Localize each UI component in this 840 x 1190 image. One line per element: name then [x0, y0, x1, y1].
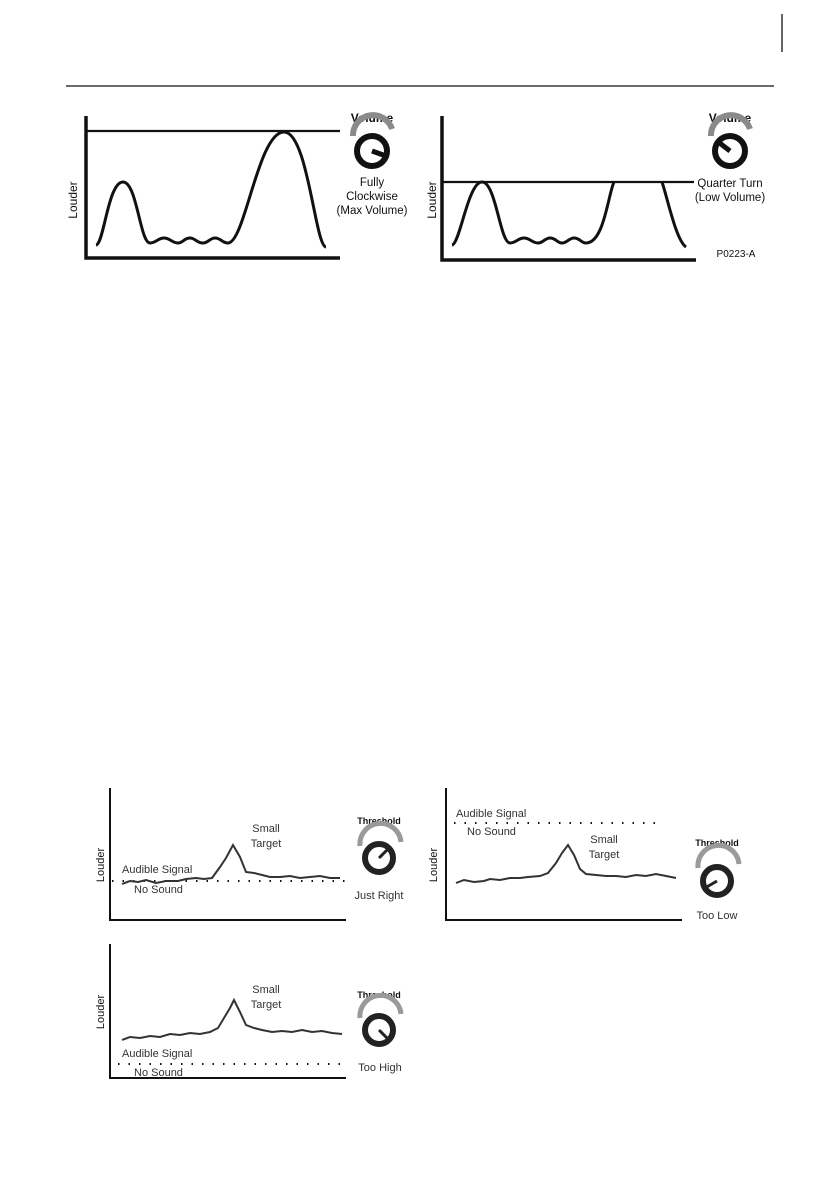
signal-trace	[122, 1000, 342, 1040]
knob-title: Volume	[350, 111, 394, 125]
y-axis-label: Louder	[425, 181, 439, 219]
y-axis-label: Louder	[66, 181, 80, 219]
small-target-label-line1: Small	[252, 823, 280, 835]
no-sound-label: No Sound	[134, 884, 183, 896]
knob-caption: Too Low	[696, 910, 738, 922]
volume-chart-low	[425, 116, 696, 260]
figure-code: P0223-A	[716, 249, 756, 260]
y-axis-label: Louder	[428, 847, 440, 883]
threshold-knob-just-right	[355, 816, 404, 902]
knob-caption: Just Right	[354, 890, 404, 902]
threshold-chart-too-low	[428, 788, 682, 920]
knob-title: Threshold	[357, 816, 401, 826]
no-sound-label: No Sound	[467, 826, 516, 838]
volume-knob-low	[695, 111, 765, 260]
knob-caption-line2: Clockwise	[346, 191, 398, 203]
small-target-label-line2: Target	[588, 849, 620, 861]
small-target-label-line1: Small	[252, 984, 280, 996]
signal-curve-clipped-left	[452, 182, 614, 245]
signal-curve-clipped-right	[662, 182, 686, 247]
audible-signal-label: Audible Signal	[122, 864, 193, 876]
knob-caption-line1: Fully	[359, 177, 385, 189]
audible-signal-label: Audible Signal	[456, 808, 527, 820]
audible-signal-label: Audible Signal	[122, 1048, 193, 1060]
knob-caption-line2: (Low Volume)	[694, 192, 766, 204]
knob-title: Threshold	[357, 990, 401, 1000]
threshold-chart-just-right	[95, 788, 346, 920]
threshold-chart-too-high	[95, 944, 346, 1079]
small-target-label-line2: Target	[250, 999, 282, 1011]
threshold-knob-too-high	[357, 990, 401, 1074]
chart-axes	[86, 116, 340, 258]
signal-curve	[96, 132, 326, 247]
threshold-knob-too-low	[695, 838, 739, 922]
knob-caption: Too High	[358, 1062, 402, 1074]
knob-title: Volume	[708, 111, 752, 125]
volume-knob-max	[337, 111, 408, 217]
small-target-label-line2: Target	[250, 838, 282, 850]
y-axis-label: Louder	[95, 847, 107, 883]
signal-trace	[456, 845, 676, 883]
small-target-label-line1: Small	[590, 834, 618, 846]
no-sound-label: No Sound	[134, 1067, 183, 1079]
knob-caption-line1: Quarter Turn	[697, 178, 763, 190]
y-axis-label: Louder	[95, 994, 107, 1030]
knob-title: Threshold	[695, 838, 739, 848]
volume-chart-max	[66, 116, 340, 258]
knob-caption-line3: (Max Volume)	[336, 205, 408, 217]
